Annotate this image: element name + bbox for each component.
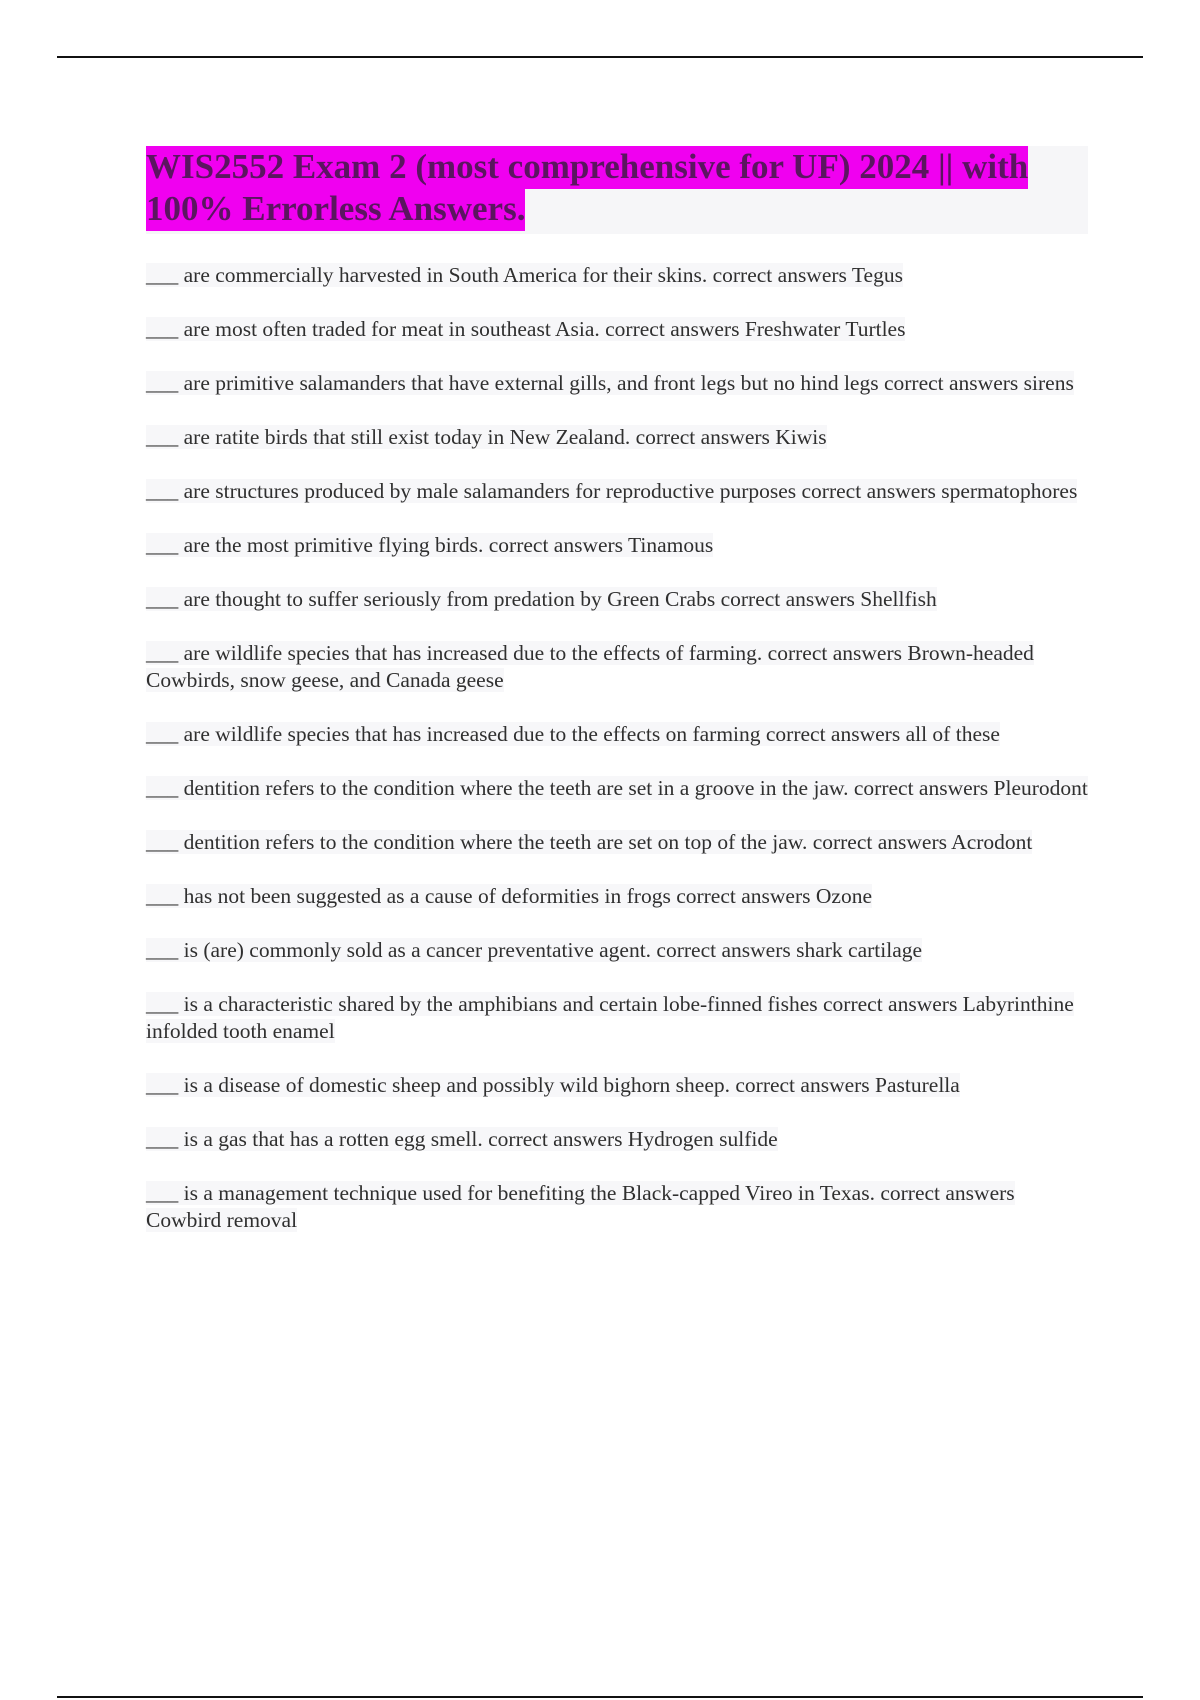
qa-item — [146, 640, 1088, 694]
qa-text: ___ are wildlife species that has increased due to the effects of farming. correct answers Brown-headed Cowbirds, snow geese, and Canada geese — [146, 641, 1034, 692]
document-body — [146, 146, 1088, 1234]
title-highlight: WIS2552 Exam 2 (most comprehensive for UF) 2024 || with 100% Errorless Answers. — [146, 146, 1028, 231]
qa-text: ___ are structures produced by male salamanders for reproductive purposes correct answers spermatophores — [146, 479, 1078, 503]
qa-item — [146, 532, 1088, 559]
document-title — [146, 146, 1088, 230]
title-block — [146, 146, 1088, 234]
qa-item — [146, 721, 1088, 748]
qa-item — [146, 937, 1088, 964]
qa-text: ___ are thought to suffer seriously from predation by Green Crabs correct answers Shellfish — [146, 587, 937, 611]
qa-text: ___ are wildlife species that has increased due to the effects on farming correct answers all of these — [146, 722, 1000, 746]
qa-item — [146, 991, 1088, 1045]
qa-item — [146, 316, 1088, 343]
footer-rule — [57, 1696, 1143, 1698]
qa-text: ___ dentition refers to the condition where the teeth are set on top of the jaw. correct answers Acrodont — [146, 830, 1033, 854]
qa-item — [146, 262, 1088, 289]
qa-text: ___ are primitive salamanders that have external gills, and front legs but no hind legs correct answers sirens — [146, 371, 1074, 395]
qa-item — [146, 370, 1088, 397]
qa-text: ___ is a disease of domestic sheep and possibly wild bighorn sheep. correct answers Pasturella — [146, 1073, 960, 1097]
qa-text: ___ is a management technique used for benefiting the Black-capped Vireo in Texas. correct answers Cowbird removal — [146, 1181, 1015, 1232]
qa-text: ___ has not been suggested as a cause of deformities in frogs correct answers Ozone — [146, 884, 872, 908]
qa-item — [146, 478, 1088, 505]
qa-item — [146, 424, 1088, 451]
qa-item — [146, 1072, 1088, 1099]
qa-text: ___ are ratite birds that still exist today in New Zealand. correct answers Kiwis — [146, 425, 827, 449]
qa-text: ___ are commercially harvested in South America for their skins. correct answers Tegus — [146, 263, 903, 287]
qa-text: ___ is a characteristic shared by the amphibians and certain lobe-finned fishes correct answers Labyrinthine infolded tooth enamel — [146, 992, 1074, 1043]
qa-list — [146, 262, 1088, 1234]
qa-item — [146, 586, 1088, 613]
qa-item — [146, 883, 1088, 910]
qa-text: ___ are the most primitive flying birds. correct answers Tinamous — [146, 533, 714, 557]
qa-text: ___ are most often traded for meat in southeast Asia. correct answers Freshwater Turtles — [146, 317, 906, 341]
qa-item — [146, 1126, 1088, 1153]
qa-text: ___ is (are) commonly sold as a cancer preventative agent. correct answers shark cartilage — [146, 938, 923, 962]
qa-item — [146, 829, 1088, 856]
qa-item — [146, 1180, 1088, 1234]
qa-text: ___ is a gas that has a rotten egg smell. correct answers Hydrogen sulfide — [146, 1127, 778, 1151]
qa-item — [146, 775, 1088, 802]
qa-text: ___ dentition refers to the condition where the teeth are set in a groove in the jaw. correct answers Pleurodont — [146, 776, 1088, 800]
header-rule — [57, 56, 1143, 58]
